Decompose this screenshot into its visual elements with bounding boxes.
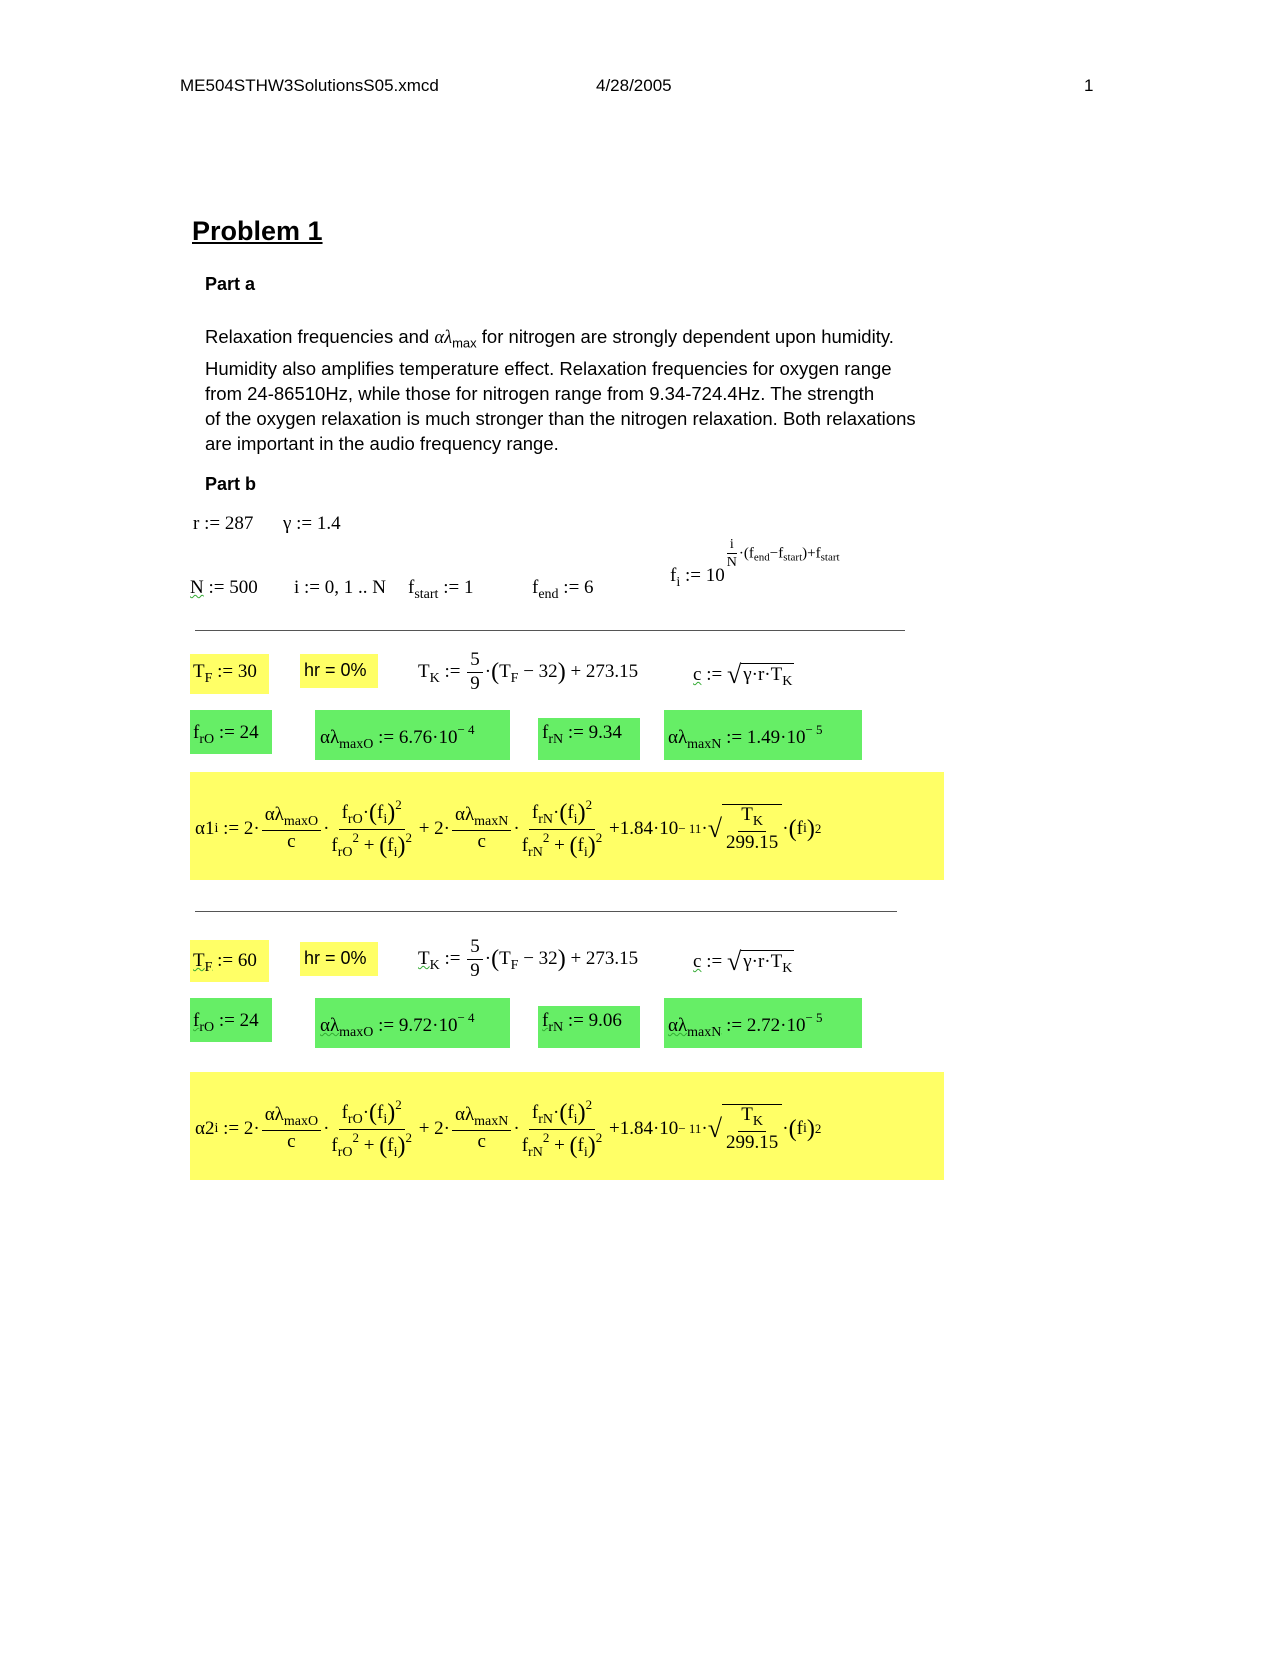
divider-2: [195, 911, 897, 912]
amaxn-definition-1[interactable]: $\alpha\lambda_{maxN}$ := $1.49\cdot 10^{- 5}$: [668, 722, 823, 752]
fend-definition[interactable]: $f_{end}$ := 6: [532, 577, 594, 602]
frequency-definition[interactable]: $f_i$ := 10 $\frac{i}{N}$ $\cdot(f_{end}-f_{start})+f_{start}$: [670, 537, 840, 590]
part-a-paragraph: [205, 324, 995, 456]
i-range-definition[interactable]: i := 0, 1 .. N: [294, 577, 386, 598]
header-date: 4/28/2005: [596, 76, 672, 95]
humidity-2[interactable]: hr = 0%: [304, 948, 367, 968]
tk-definition-2[interactable]: $T_K$ := $\frac{5}{9}$ $\cdot(T_F - 32) + 273.15$: [418, 936, 639, 981]
alpha1-equation[interactable]: α1 i := 2· $\frac{\alpha\lambda_{maxO}}{c}$ · $\frac{f_{rO}\cdot(f_i)^2}{f_{rO}^2 + (f_i)^2}$ + 2· $\frac{\alpha\lambda_{maxN}}{c}$ · $\frac{f_{rN}\cdot(f_i)^2}{f_{rN}^2 + (f_i)^2}$ + 1.84·10 − 11 · √ $\frac{T_K}{299.15}$ · ( f i ) 2: [195, 797, 822, 860]
fro-definition-1[interactable]: $f_{rO}$ := 24: [193, 722, 259, 747]
frn-definition-2[interactable]: $f_{rN}$ := 9.06: [542, 1010, 622, 1035]
part-a-line-4: of the oxygen relaxation is much stronger than the nitrogen relaxation. Both relaxations: [205, 407, 916, 429]
part-b-label: Part b: [205, 474, 257, 494]
gamma-definition[interactable]: γ := 1.4: [283, 513, 341, 534]
c-definition-2[interactable]: c := √ $\gamma\cdot r\cdot T_K$: [693, 947, 793, 976]
N-definition[interactable]: N := 500: [190, 577, 258, 598]
c-definition-1[interactable]: c := √ $\gamma\cdot r\cdot T_K$: [693, 660, 793, 689]
fstart-definition[interactable]: $f_{start}$ := 1: [408, 577, 474, 602]
problem-title: Problem 1: [192, 216, 323, 246]
header-page-number: 1: [1084, 76, 1094, 95]
fro-definition-2[interactable]: $f_{rO}$ := 24: [193, 1010, 259, 1035]
part-a-line-5: are important in the audio frequency range.: [205, 432, 559, 454]
part-a-line-3: from 24-86510Hz, while those for nitrogen range from 9.34-724.4Hz. The strength: [205, 382, 875, 404]
tk-definition-1[interactable]: $T_K$ := $\frac{5}{9}$ $\cdot(T_F - 32) + 273.15$: [418, 649, 639, 694]
r-definition[interactable]: r := 287: [193, 513, 254, 534]
amaxo-definition-1[interactable]: $\alpha\lambda_{maxO}$ := $6.76\cdot 10^{- 4}$: [320, 722, 475, 752]
part-a-line-1: Relaxation frequencies and $\alpha\lambda_{max}$ for nitrogen are strongly dependent upon humidity.: [205, 326, 894, 351]
part-a-label: Part a: [205, 274, 256, 294]
amaxn-definition-2[interactable]: $\alpha\lambda_{maxN}$ := $2.72\cdot 10^{- 5}$: [668, 1010, 823, 1040]
frn-definition-1[interactable]: $f_{rN}$ := 9.34: [542, 722, 622, 747]
tf-definition-1[interactable]: $T_F$ := 30: [193, 661, 257, 686]
tf-definition-2[interactable]: $T_F$ := 60: [193, 950, 257, 975]
humidity-1[interactable]: hr = 0%: [304, 660, 367, 680]
divider-1: [195, 630, 905, 631]
part-a-line-2: Humidity also amplifies temperature effect. Relaxation frequencies for oxygen range: [205, 357, 892, 379]
alpha2-equation[interactable]: α2 i := 2· $\frac{\alpha\lambda_{maxO}}{c}$ · $\frac{f_{rO}\cdot(f_i)^2}{f_{rO}^2 + (f_i)^2}$ + 2· $\frac{\alpha\lambda_{maxN}}{c}$ · $\frac{f_{rN}\cdot(f_i)^2}{f_{rN}^2 + (f_i)^2}$ + 1.84·10 − 11 · √ $\frac{T_K}{299.15}$ · ( f i ) 2: [195, 1097, 822, 1160]
header-filename: ME504STHW3SolutionsS05.xmcd: [180, 76, 439, 95]
amaxo-definition-2[interactable]: $\alpha\lambda_{maxO}$ := $9.72\cdot 10^{- 4}$: [320, 1010, 475, 1040]
